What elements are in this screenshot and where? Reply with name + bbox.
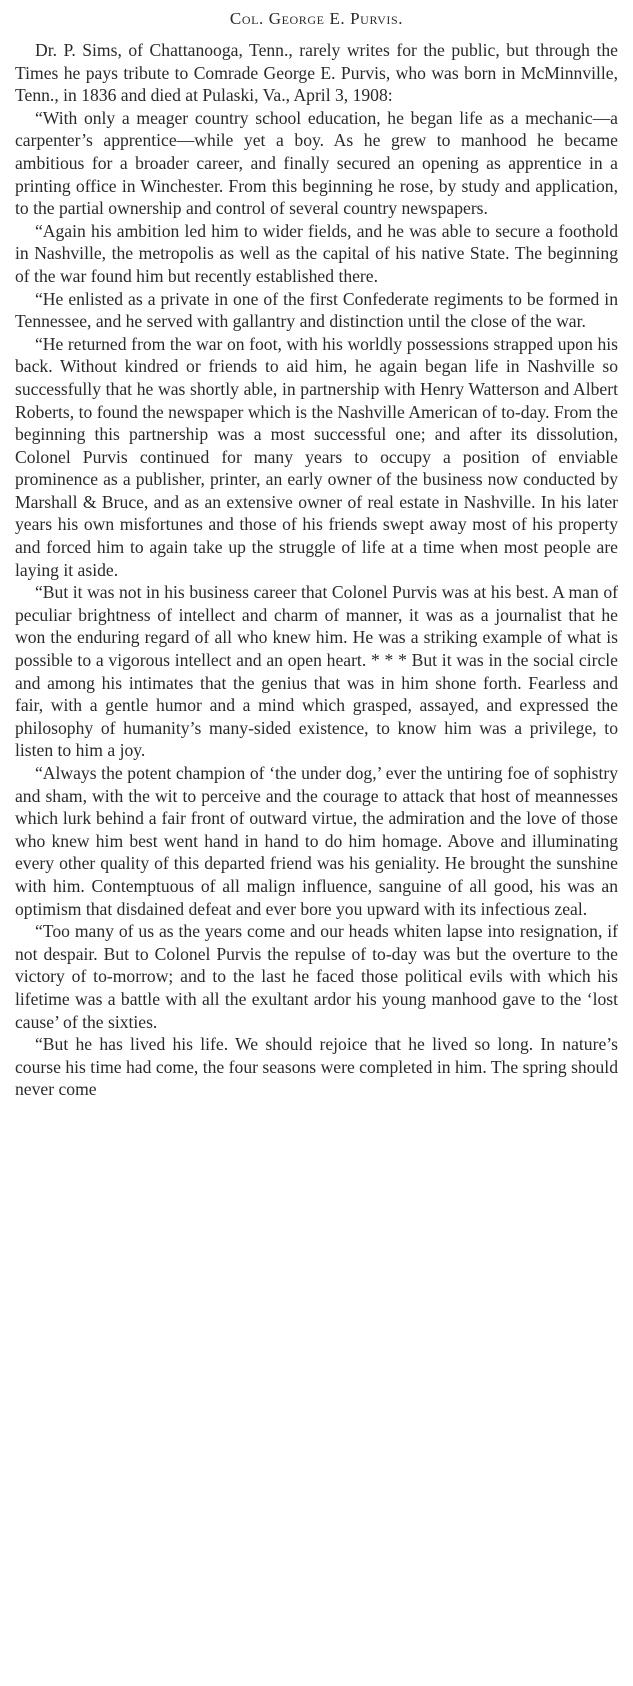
paragraph-early-life: “With only a meager country school education, he began life as a mechanic—a carpenter’s apprentice—while yet a boy. As he grew to manhood he became ambitious for a broader career, and finally secured an opening as apprentice in a printing office in Winchester. From this beginning he rose, by study and application, to the partial ownership and control of several country newspapers. xyxy=(15,107,618,219)
paragraph-resignation: “Too many of us as the years come and our heads whiten lapse into resignation, if not despair. But to Colonel Purvis the repulse of to-day was but the overture to the victory of to-morrow; and to the last he faced those political evils with which his lifetime was a battle with all the exultant ardor his young manhood gave to the ‘lost cause’ of the sixties. xyxy=(15,921,618,1032)
paragraph-lived-his-life: “But he has lived his life. We should rejoice that he lived so long. In nature’s course his time had come, the four seasons were completed in him. The spring should never come xyxy=(15,1034,618,1100)
paragraph-nashville: “Again his ambition led him to wider fields, and he was able to secure a foothold in Nashville, the metropolis as well as the capital of his native State. The beginning of the war found him but recently established there. xyxy=(15,220,618,286)
paragraph-journalist: “But it was not in his business career that Colonel Purvis was at his best. A man of peculiar brightness of intellect and charm of manner, it was as a journalist that he won the enduring regard of all who knew him. He was a striking example of what is possible to a vigorous intellect and an open heart. * * * But it was in the social circle and among his intimates that the genius that was in him shone forth. Fearless and fair, with a gentle humor and a mind which grasped, assayed, and expressed the philosophy of humanity’s many-sided existence, to know him was a privilege, to listen to him a joy. xyxy=(15,582,618,761)
document-page xyxy=(15,8,618,1101)
paragraph-enlistment: “He enlisted as a private in one of the first Confederate regiments to be formed in Tennessee, and he served with gallantry and distinction until the close of the war. xyxy=(15,288,618,332)
paragraph-return-from-war: “He returned from the war on foot, with his worldly possessions strapped upon his back. Without kindred or friends to aid him, he again began life in Nashville so successfully that he was shortly able, in partnership with Henry Watterson and Albert Roberts, to found the newspaper which is the Nashville American of to-day. From the beginning this partnership was a most successful one; and after its dissolution, Colonel Purvis continued for many years to occupy a position of enviable prominence as a publisher, printer, an early owner of the business now conducted by Marshall & Bruce, and as an extensive owner of real estate in Nashville. In his later years his own misfortunes and those of his friends swept away most of his property and forced him to again take up the struggle of life at a time when most people are laying it aside. xyxy=(15,333,618,580)
article-title: Col. George E. Purvis. xyxy=(229,9,404,28)
paragraph-intro: Dr. P. Sims, of Chattanooga, Tenn., rarely writes for the public, but through the Times he pays tribute to Comrade George E. Purvis, who was born in McMinnville, Tenn., in 1836 and died at Pulaski, Va., April 3, 1908: xyxy=(15,40,618,106)
paragraph-champion: “Always the potent champion of ‘the under dog,’ ever the untiring foe of sophistry and sham, with the wit to perceive and the courage to attack that host of meannesses which lurk behind a fair front of outward virtue, the admiration and the love of those who knew him best went hand in hand to do him homage. Above and illuminating every other quality of this departed friend was his geniality. He brought the sunshine with him. Contemptuous of all malign influence, sanguine of all good, his was an optimism that disdained defeat and ever bore you upward with its infectious zeal. xyxy=(15,763,618,919)
